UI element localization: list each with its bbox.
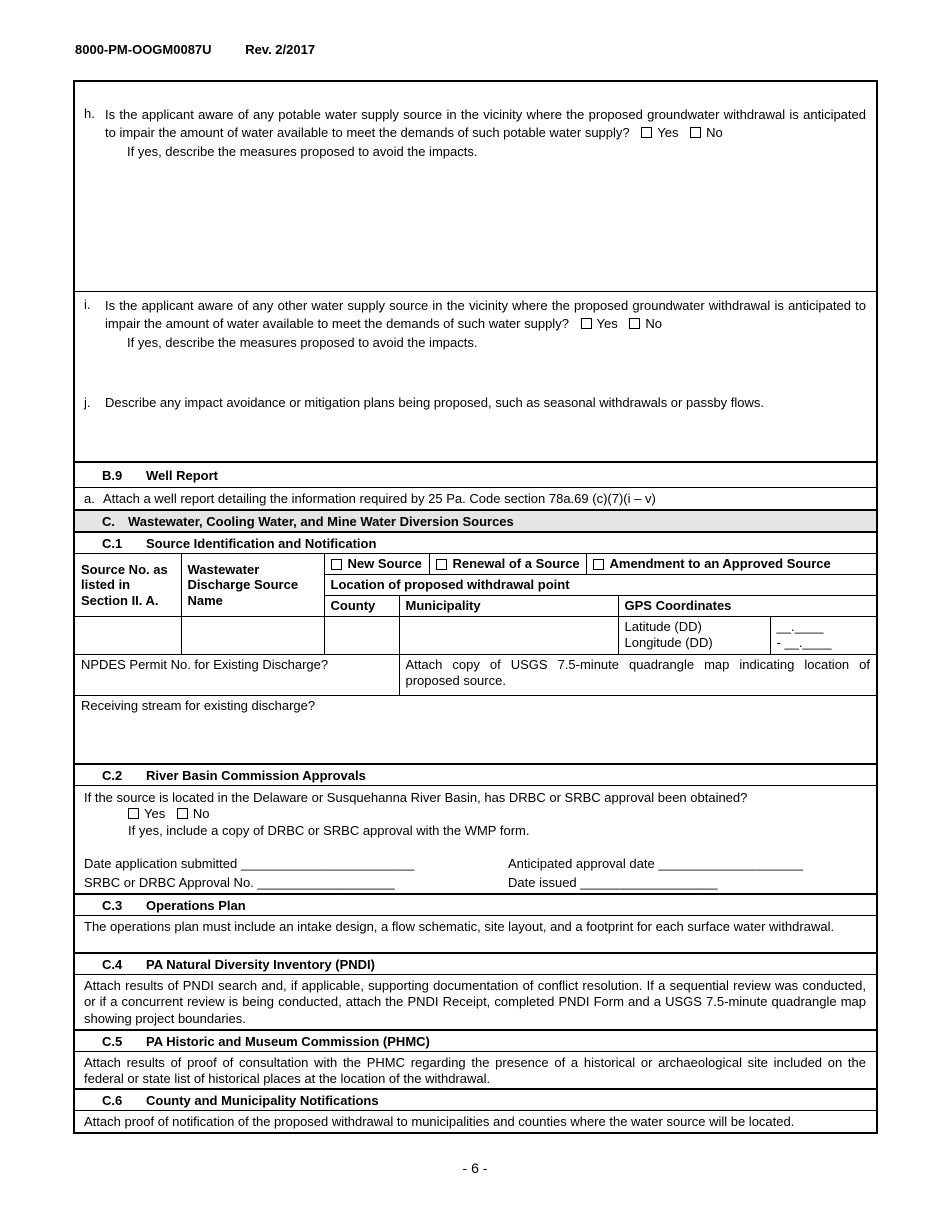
col-header-municipality: Municipality — [399, 596, 618, 617]
anticipated-date-label: Anticipated approval date — [508, 856, 655, 872]
section-c2-title: River Basin Commission Approvals — [146, 767, 366, 783]
question-h-followup: If yes, describe the measures proposed to avoid the impacts. — [127, 143, 478, 159]
section-c6-body: Attach proof of notification of the proposed withdrawal to municipalities and counties where the water source will be located. — [75, 1110, 876, 1132]
question-j-text: Describe any impact avoidance or mitigation plans being proposed, such as seasonal withdrawals or passby flows. — [105, 395, 765, 411]
location-header: Location of proposed withdrawal point — [324, 575, 876, 596]
section-c6-header — [75, 1088, 876, 1110]
section-c2-number: C.2 — [102, 767, 123, 783]
section-c5-number: C.5 — [102, 1033, 123, 1049]
checkbox-renewal-label: Renewal of a Source — [452, 556, 580, 572]
source-type-renewal — [429, 554, 586, 574]
section-c2-body — [75, 785, 876, 893]
source-identification-table — [75, 554, 876, 763]
section-c3-header — [75, 893, 876, 915]
gps-labels-cell — [618, 617, 770, 655]
section-b9-item-a — [75, 487, 876, 509]
date-submitted-field[interactable]: ________________________ — [237, 856, 415, 872]
section-c-header — [75, 509, 876, 531]
anticipated-date-field[interactable]: ____________________ — [654, 856, 803, 872]
col-header-source-no: Source No. as listed in Section II. A. — [75, 554, 181, 617]
gps-values-cell — [770, 617, 876, 655]
approval-no-label: SRBC or DRBC Approval No. — [84, 875, 254, 891]
form-body — [73, 80, 878, 1134]
question-ij-row — [75, 291, 876, 461]
c2-question: If the source is located in the Delaware or Susquehanna River Basin, has DRBC or SRBC approval been obtained? — [84, 789, 748, 805]
section-c1-title: Source Identification and Notification — [146, 536, 377, 551]
latitude-blank-field[interactable]: __.____ — [776, 619, 824, 634]
col-header-gps: GPS Coordinates — [618, 596, 876, 617]
item-a-text: Attach a well report detailing the information required by 25 Pa. Code section 78a.69 (c)(7)(i – v) — [103, 491, 656, 506]
latitude-label: Latitude (DD) — [624, 619, 702, 634]
source-name-field[interactable] — [181, 617, 324, 655]
checkbox-c2-yes-label: Yes — [144, 806, 166, 822]
checkbox-renewal[interactable] — [436, 559, 447, 570]
section-c4-body: Attach results of PNDI search and, if applicable, supporting documentation of conflict resolution. If a sequential review was conducted, or if a concurrent review is being conducted, attach the PNDI Receipt, completed PNDI Form and a USGS 7.5-minute quadrangle map showing project boundaries. — [75, 974, 876, 1029]
item-a-label: a. — [84, 491, 95, 506]
checkbox-c2-no[interactable] — [177, 808, 188, 819]
source-type-amendment — [586, 554, 877, 574]
checkbox-i-yes-label: Yes — [596, 316, 618, 332]
col-header-county: County — [324, 596, 399, 617]
section-c6-title: County and Municipality Notifications — [146, 1092, 379, 1108]
section-b9-header — [75, 461, 876, 487]
question-h-label: h. — [84, 106, 95, 121]
approval-no-field[interactable]: ___________________ — [253, 875, 395, 891]
section-c5-title: PA Historic and Museum Commission (PHMC) — [146, 1033, 430, 1049]
c1-table-container — [75, 553, 876, 763]
question-h-row — [75, 82, 876, 291]
form-number: 8000-PM-OOGM0087U — [75, 42, 212, 57]
checkbox-h-no-label: No — [706, 125, 723, 141]
section-c-number: C. — [102, 514, 115, 529]
question-i-text: Is the applicant aware of any other water supply source in the vicinity where the proposed groundwater withdrawal is anticipated to impair the amount of water available to meet the demands of such water supply? — [105, 298, 866, 332]
question-i-label: i. — [84, 297, 91, 312]
checkbox-h-no[interactable] — [690, 127, 701, 138]
section-c3-number: C.3 — [102, 897, 123, 913]
question-h-text: Is the applicant aware of any potable water supply source in the vicinity where the proposed groundwater withdrawal is anticipated to impair the amount of water available to meet the demands of such potable water supply? — [105, 107, 866, 141]
section-c1-header — [75, 531, 876, 553]
checkbox-i-no-label: No — [645, 316, 663, 332]
source-type-new — [325, 554, 429, 574]
date-issued-label: Date issued — [508, 875, 577, 891]
date-submitted-label: Date application submitted — [84, 856, 238, 872]
checkbox-new-source[interactable] — [331, 559, 342, 570]
section-c6-number: C.6 — [102, 1092, 123, 1108]
section-b9-number: B.9 — [102, 468, 123, 483]
longitude-label: Longitude (DD) — [624, 634, 713, 650]
section-c4-title: PA Natural Diversity Inventory (PNDI) — [146, 956, 375, 972]
checkbox-amendment[interactable] — [593, 559, 604, 570]
receiving-stream-field[interactable]: Receiving stream for existing discharge? — [81, 698, 316, 713]
checkbox-i-no[interactable] — [629, 318, 640, 329]
section-c-title: Wastewater, Cooling Water, and Mine Water Diversion Sources — [128, 514, 514, 529]
form-revision: Rev. 2/2017 — [245, 42, 316, 57]
section-c5-body: Attach results of proof of consultation with the PHMC regarding the presence of a historical or archaeological site included on the federal or state list of historical places at the location of the withdrawal. — [75, 1051, 876, 1088]
section-c5-header — [75, 1029, 876, 1051]
checkbox-amendment-label: Amendment to an Approved Source — [609, 556, 831, 572]
question-i-followup: If yes, describe the measures proposed to avoid the impacts. — [127, 334, 478, 350]
page-number: - 6 - — [462, 1160, 488, 1176]
county-field[interactable] — [324, 617, 399, 655]
section-c4-header — [75, 952, 876, 974]
section-c1-number: C.1 — [102, 536, 123, 551]
checkbox-c2-yes[interactable] — [128, 808, 139, 819]
municipality-field[interactable] — [399, 617, 618, 655]
checkbox-c2-no-label: No — [192, 806, 210, 822]
checkbox-h-yes[interactable] — [641, 127, 652, 138]
col-header-source-name: Wastewater Discharge Source Name — [181, 554, 324, 617]
document-header — [75, 42, 315, 57]
section-c4-number: C.4 — [102, 956, 123, 972]
section-c3-body: The operations plan must include an intake design, a flow schematic, site layout, and a footprint for each surface water withdrawal. — [75, 915, 876, 952]
npdes-permit-field[interactable]: NPDES Permit No. for Existing Discharge? — [75, 655, 399, 696]
source-type-checkbox-row — [324, 554, 876, 575]
section-b9-title: Well Report — [146, 468, 218, 483]
section-c3-title: Operations Plan — [146, 897, 246, 913]
source-no-field[interactable] — [75, 617, 181, 655]
usgs-map-note: Attach copy of USGS 7.5-minute quadrangle map indicating location of proposed source. — [399, 655, 876, 696]
section-c2-header — [75, 763, 876, 785]
checkbox-h-yes-label: Yes — [657, 125, 679, 141]
question-j-label: j. — [84, 395, 91, 411]
c2-followup: If yes, include a copy of DRBC or SRBC approval with the WMP form. — [128, 823, 530, 839]
checkbox-new-source-label: New Source — [347, 556, 422, 572]
checkbox-i-yes[interactable] — [581, 318, 592, 329]
longitude-blank-field[interactable]: - __.____ — [776, 634, 832, 650]
date-issued-field[interactable]: ___________________ — [576, 875, 718, 891]
